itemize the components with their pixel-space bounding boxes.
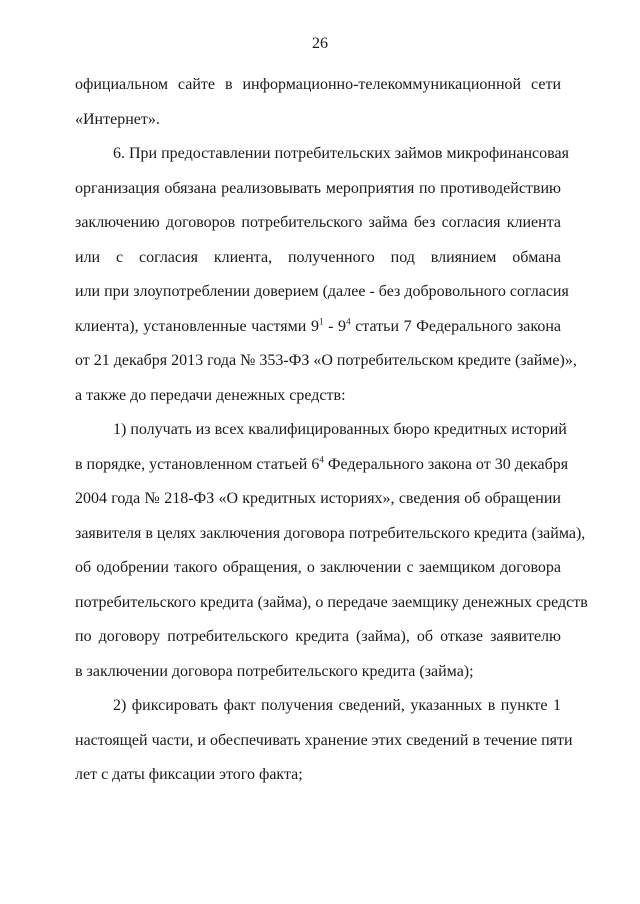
text-line: об одобрении такого обращения, о заключении с заемщиком договора: [75, 559, 561, 576]
page-number: 26: [312, 35, 328, 52]
superscript: 4: [319, 454, 324, 465]
superscript: 1: [318, 316, 324, 327]
text-line: заключению договоров потребительского займа без согласия клиента: [75, 214, 561, 231]
text-line: по договору потребительского кредита (займа), об отказе заявителю: [75, 628, 561, 645]
text-line: или с согласия клиента, полученного под влиянием обмана: [75, 248, 561, 266]
text-line: в заключении договора потребительского кредита (займа);: [75, 662, 474, 680]
text-segment: Федерального закона от 30 декабря: [323, 455, 569, 473]
text-segment: - 9: [323, 317, 347, 335]
text-line-with-superscripts: [75, 314, 561, 349]
text-line: а также до передачи денежных средств:: [75, 386, 346, 404]
document-body: [75, 72, 588, 797]
text-line: лет с даты фиксации этого факта;: [75, 766, 303, 783]
text-line: «Интернет».: [75, 110, 160, 128]
text-line-with-superscript: [75, 452, 569, 487]
superscript: 4: [346, 316, 351, 327]
text-line: 2004 года № 218-ФЗ «О кредитных историях», сведения об обращении: [75, 490, 561, 507]
subitem-2-first-line: 2) фиксировать факт получения сведений, указанных в пункте 1: [113, 697, 561, 714]
text-line: организация обязана реализовывать мероприятия по противодействию: [75, 179, 561, 197]
text-line: от 21 декабря 2013 года № 353-ФЗ «О потребительском кредите (займе)»,: [75, 352, 577, 369]
text-segment: статьи 7 Федерального закона: [350, 317, 562, 335]
paragraph-6-first-line: 6. При предоставлении потребительских займов микрофинансовая: [113, 145, 569, 162]
text-segment: в порядке, установленном статьей 6: [75, 455, 320, 473]
text-line: или при злоупотреблении доверием (далее - без добровольного согласия: [75, 283, 569, 300]
text-segment: клиента), установленные частями 9: [75, 317, 319, 335]
text-line: потребительского кредита (займа), о передаче заемщику денежных средств: [75, 593, 588, 611]
subitem-1-first-line: 1) получать из всех квалифицированных бюро кредитных историй: [113, 421, 567, 438]
text-line: официальном сайте в информационно-телекоммуникационной сети: [75, 76, 561, 93]
text-line: настоящей части, и обеспечивать хранение этих сведений в течение пяти: [75, 731, 573, 749]
text-line: заявителя в целях заключения договора потребительского кредита (займа),: [75, 524, 586, 542]
